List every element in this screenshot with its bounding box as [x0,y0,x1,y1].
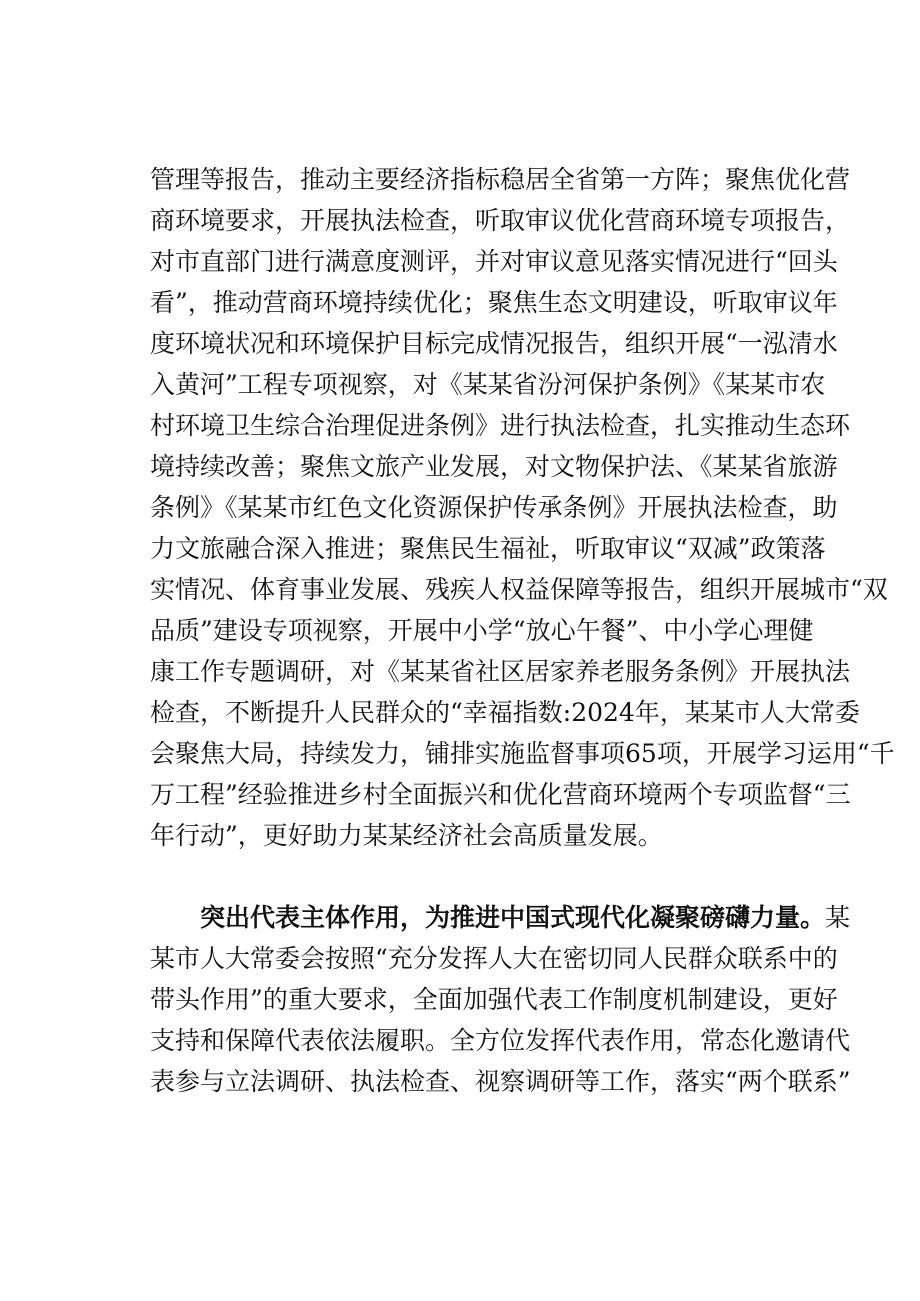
paragraph-1-line: 年行动”，更好助力某某经济社会高质量发展。 [150,821,663,850]
paragraph-1-line: 会聚焦大局，持续发力，铺排实施监督事项65项，开展学习运用“千 [150,739,895,768]
paragraph-1-line: 入黄河”工程专项视察，对《某某省汾河保护条例》《某某市农 [150,370,826,399]
paragraph-1-line: 检查，不断提升人民群众的“幸福指数:2024年，某某市人大常委 [150,698,860,727]
paragraph-1-line: 康工作专题调研，对《某某省社区居家养老服务条例》开展执法 [150,657,851,686]
paragraph-1-line: 万工程”经验推进乡村全面振兴和优化营商环境两个专项监督“三 [150,780,851,809]
paragraph-1-line: 村环境卫生综合治理促进条例》进行执法检查，扎实推动生态环 [150,411,851,440]
paragraph-1-line: 管理等报告，推动主要经济指标稳居全省第一方阵；聚焦优化营 [150,165,851,194]
paragraph-1-line: 实情况、体育事业发展、残疾人权益保障等报告，组织开展城市“双 [150,575,888,604]
paragraph-1-line: 品质”建设专项视察，开展中小学“放心午餐”、中小学心理健 [150,616,814,645]
paragraph-1-line: 力文旅融合深入推进；聚焦民生福祉，听取审议“双减”政策落 [150,534,826,563]
paragraph-2-first-tail: 某 [825,903,851,932]
paragraph-1-line: 商环境要求，开展执法检查，听取审议优化营商环境专项报告， [150,206,851,235]
paragraph-1-line: 条例》《某某市红色文化资源保护传承条例》开展执法检查，助 [150,493,838,522]
paragraph-2-line: 表参与立法调研、执法检查、视察调研等工作，落实“两个联系” [150,1067,851,1096]
paragraph-1-line: 度环境状况和环境保护目标完成情况报告，组织开展“一泓清水 [150,329,838,358]
paragraph-1-line: 对市直部门进行满意度测评，并对审议意见落实情况进行“回头 [150,247,838,276]
paragraph-2-line: 支持和保障代表依法履职。全方位发挥代表作用，常态化邀请代 [150,1026,851,1055]
paragraph-1-line: 看”，推动营商环境持续优化；聚焦生态文明建设，听取审议年 [150,288,838,317]
paragraph-2-line: 某市人大常委会按照“充分发挥人大在密切同人民群众联系中的 [150,944,838,973]
paragraph-1-line: 境持续改善；聚焦文旅产业发展，对文物保护法、《某某省旅游 [150,452,838,481]
paragraph-2-line: 带头作用”的重大要求，全面加强代表工作制度机制建设，更好 [150,985,838,1014]
paragraph-2-first-line [200,897,850,938]
paragraph-2-heading: 突出代表主体作用，为推进中国式现代化凝聚磅礴力量。 [200,903,826,932]
